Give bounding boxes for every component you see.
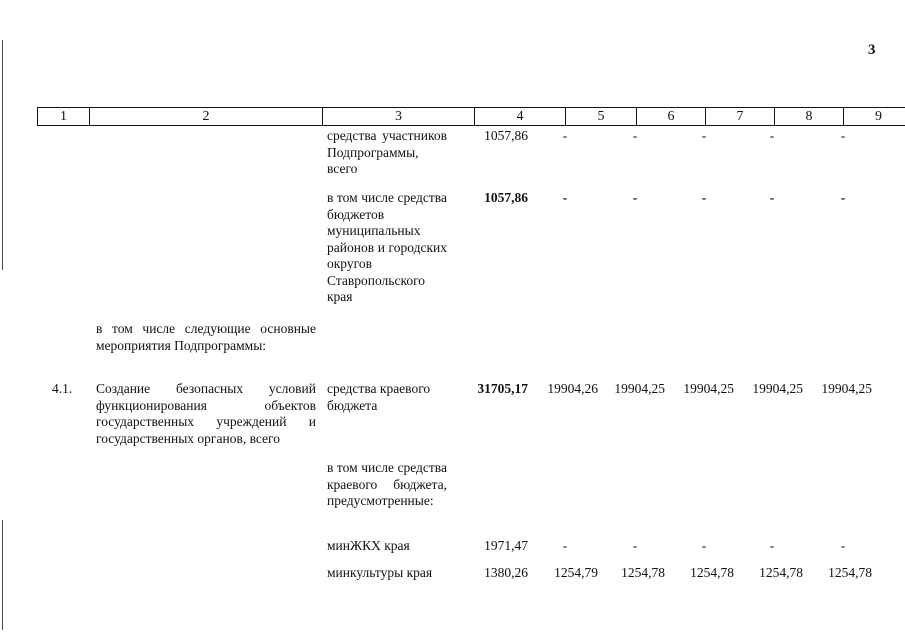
row7-value-7: 1254,78 <box>690 565 734 580</box>
row2-value-4: 1057,86 <box>484 190 528 205</box>
header-col-2: 2 <box>90 108 323 126</box>
row2-value-6: - <box>632 190 638 205</box>
row1-value-8: - <box>769 128 775 143</box>
row7-value-8: 1254,78 <box>759 565 803 580</box>
row2-value-5: - <box>562 190 568 205</box>
row4-value-9: 19904,25 <box>821 381 872 396</box>
row2-value-7: - <box>701 190 707 205</box>
header-col-1: 1 <box>38 108 90 126</box>
row5-source: в том числе средства краевого бюджета, предусмотренные: <box>327 460 447 508</box>
row6-value-9: - <box>840 538 846 553</box>
row1-value-4: 1057,86 <box>484 128 528 143</box>
row4-value-5: 19904,26 <box>547 381 598 396</box>
row1-value-5: - <box>562 128 568 143</box>
header-col-9: 9 <box>844 108 905 126</box>
row1-value-6: - <box>632 128 638 143</box>
row4-number: 4.1. <box>52 381 73 396</box>
row2-value-8: - <box>769 190 775 205</box>
row1-value-9: - <box>840 128 846 143</box>
header-row <box>38 108 905 126</box>
row7-value-9: 1254,78 <box>828 565 872 580</box>
header-col-7: 7 <box>706 108 775 126</box>
row1-value-7: - <box>701 128 707 143</box>
row7-value-4: 1380,26 <box>484 565 528 580</box>
scan-margin-line <box>2 520 3 630</box>
header-col-5: 5 <box>566 108 637 126</box>
header-col-8: 8 <box>775 108 844 126</box>
header-col-3: 3 <box>323 108 475 126</box>
row6-source: минЖКХ края <box>327 538 410 553</box>
column-number-header <box>37 107 905 126</box>
row6-value-8: - <box>769 538 775 553</box>
row6-value-4: 1971,47 <box>484 538 528 553</box>
scan-margin-line <box>2 40 3 270</box>
row4-source: средства краевого бюджета <box>327 381 431 413</box>
row4-value-8: 19904,25 <box>752 381 803 396</box>
row7-value-6: 1254,78 <box>621 565 665 580</box>
row4-value-4: 31705,17 <box>477 381 528 396</box>
row6-value-5: - <box>562 538 568 553</box>
row2-value-9: - <box>840 190 846 205</box>
header-col-4: 4 <box>475 108 566 126</box>
row7-value-5: 1254,79 <box>554 565 598 580</box>
row6-value-7: - <box>701 538 707 553</box>
row2-source: в том числе средства бюджетов муниципальных районов и городских округов Ставропольского края <box>327 190 447 304</box>
row3-label: в том числе следующие основные мероприятия Подпрограммы: <box>96 321 316 353</box>
row7-source: минкультуры края <box>327 565 433 580</box>
row4-value-6: 19904,25 <box>614 381 665 396</box>
page-number: 3 <box>868 42 876 58</box>
row1-source: средства участников Подпрограммы, всего <box>327 128 447 176</box>
row6-value-6: - <box>632 538 638 553</box>
row4-activity: Создание безопасных условий функционирования объектов государственных учреждений и государственных органов, всего <box>96 381 316 446</box>
row4-value-7: 19904,25 <box>683 381 734 396</box>
header-col-6: 6 <box>637 108 706 126</box>
